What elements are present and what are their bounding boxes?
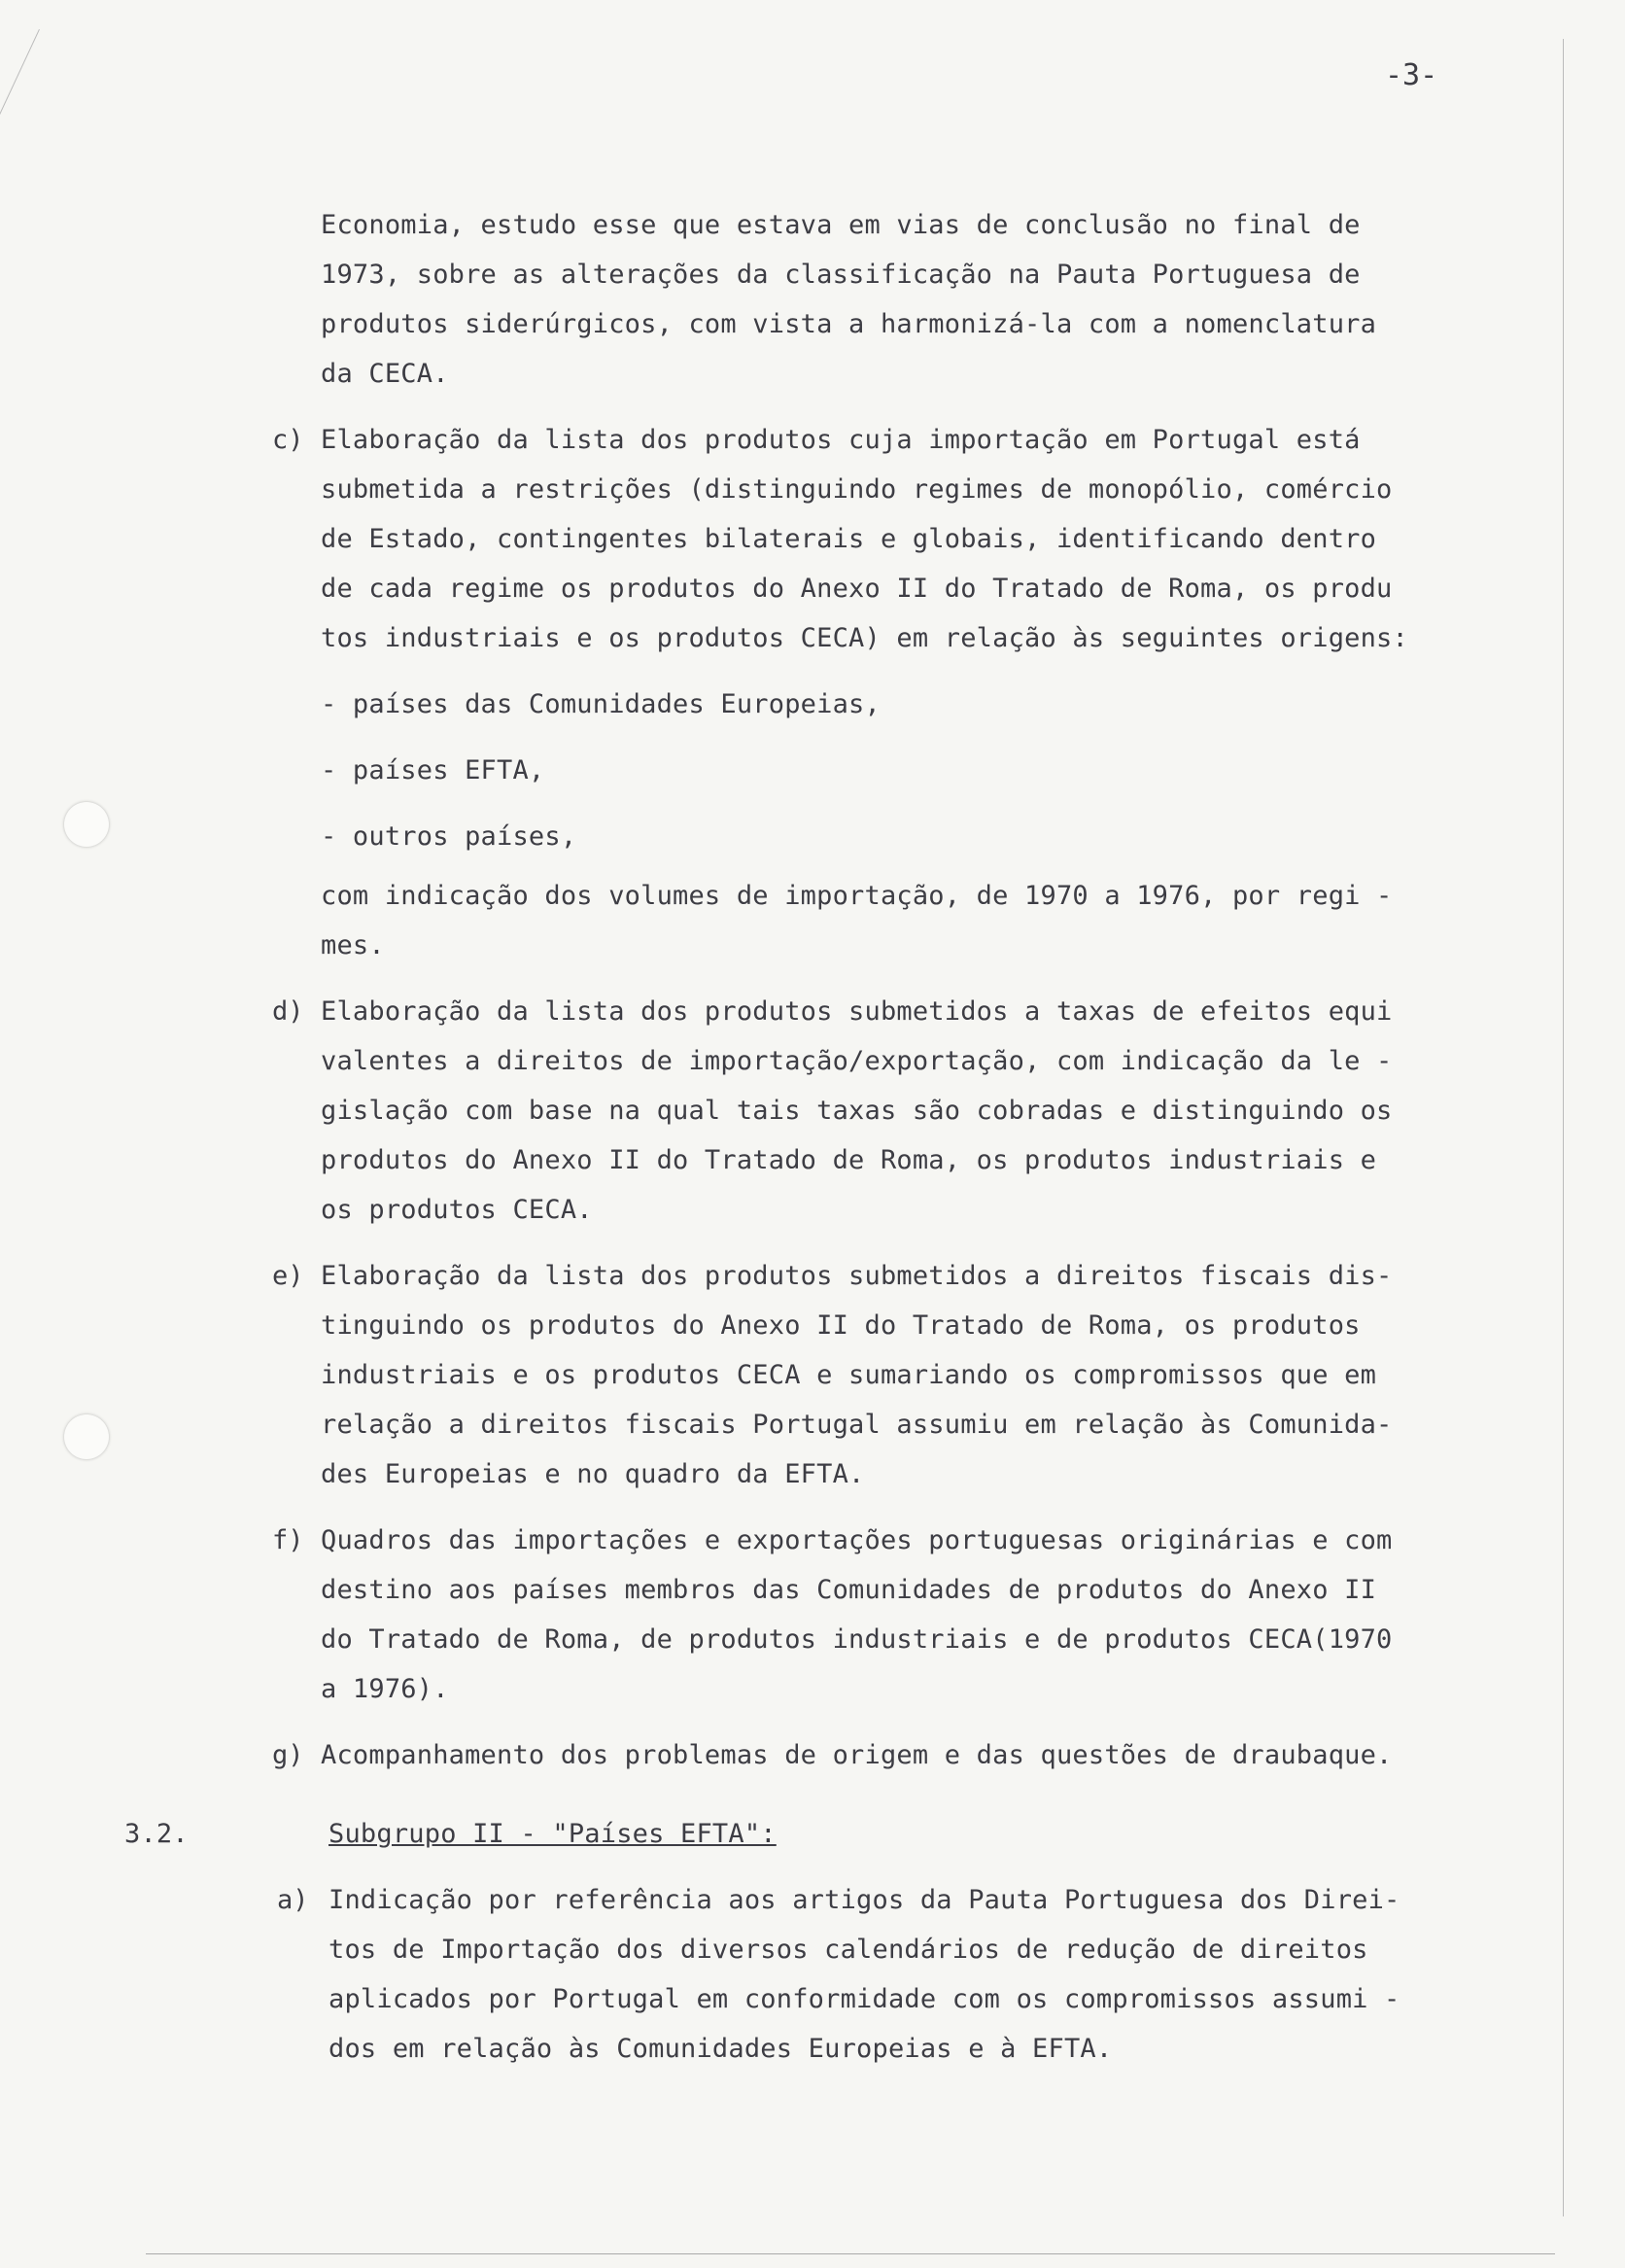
item-marker-c: c) [272, 425, 304, 455]
text-line: Elaboração da lista dos produtos submetidos a direitos fiscais dis- [321, 1261, 1393, 1291]
text-line: Economia, estudo esse que estava em vias de conclusão no final de [321, 210, 1361, 240]
text-line: Indicação por referência aos artigos da Pauta Portuguesa dos Direi- [328, 1885, 1400, 1915]
text-line: de cada regime os produtos do Anexo II do Tratado de Roma, os produ [321, 574, 1393, 604]
item-marker-g: g) [272, 1740, 304, 1770]
text-line: industriais e os produtos CECA e sumariando os compromissos que em [321, 1360, 1377, 1390]
section-title: Subgrupo II - "Países EFTA": [328, 1819, 777, 1849]
scan-bottom-line [146, 2253, 1555, 2254]
text-line: Acompanhamento dos problemas de origem e das questões de draubaque. [321, 1740, 1393, 1770]
text-line: valentes a direitos de importação/exportação, com indicação da le - [321, 1046, 1393, 1076]
text-line: relação a direitos fiscais Portugal assumiu em relação às Comunida- [321, 1410, 1393, 1440]
section-number: 3.2. [124, 1819, 189, 1849]
page-number: -3- [1385, 58, 1438, 92]
text-line: de Estado, contingentes bilaterais e globais, identificando dentro [321, 524, 1377, 554]
text-line: aplicados por Portugal em conformidade com os compromissos assumi - [328, 1984, 1400, 2014]
text-line: tos industriais e os produtos CECA) em relação às seguintes origens: [321, 623, 1408, 653]
text-line: com indicação dos volumes de importação, de 1970 a 1976, por regi - [321, 881, 1393, 911]
text-line: mes. [321, 930, 385, 960]
text-line: 1973, sobre as alterações da classificação na Pauta Portuguesa de [321, 260, 1361, 290]
scan-corner-stroke [0, 29, 40, 170]
text-line: des Europeias e no quadro da EFTA. [321, 1459, 865, 1489]
item-marker-d: d) [272, 996, 304, 1027]
list-item: - outros países, [321, 821, 577, 852]
text-line: gislação com base na qual tais taxas são cobradas e distinguindo os [321, 1096, 1393, 1126]
text-line: tinguindo os produtos do Anexo II do Tratado de Roma, os produtos [321, 1310, 1361, 1341]
text-line: os produtos CECA. [321, 1195, 593, 1225]
item-marker-a: a) [277, 1885, 309, 1915]
text-line: tos de Importação dos diversos calendários de redução de direitos [328, 1935, 1368, 1965]
text-line: Quadros das importações e exportações portuguesas originárias e com [321, 1525, 1393, 1555]
text-line: Elaboração da lista dos produtos cuja importação em Portugal está [321, 425, 1361, 455]
text-line: destino aos países membros das Comunidades de produtos do Anexo II [321, 1575, 1377, 1605]
text-line: a 1976). [321, 1674, 449, 1704]
text-line: submetida a restrições (distinguindo regimes de monopólio, comércio [321, 474, 1393, 505]
text-line: produtos do Anexo II do Tratado de Roma, os produtos industriais e [321, 1145, 1377, 1175]
text-line: do Tratado de Roma, de produtos industriais e de produtos CECA(1970 [321, 1624, 1393, 1655]
punch-hole-bottom [64, 1414, 109, 1459]
list-item: - países EFTA, [321, 755, 545, 785]
punch-hole-top [64, 802, 109, 847]
scan-edge-line [1563, 39, 1564, 2216]
item-marker-f: f) [272, 1525, 304, 1555]
text-line: da CECA. [321, 359, 449, 389]
list-item: - países das Comunidades Europeias, [321, 689, 881, 719]
text-line: Elaboração da lista dos produtos submetidos a taxas de efeitos equi [321, 996, 1393, 1027]
text-line: dos em relação às Comunidades Europeias e à EFTA. [328, 2034, 1113, 2064]
item-marker-e: e) [272, 1261, 304, 1291]
text-line: produtos siderúrgicos, com vista a harmonizá-la com a nomenclatura [321, 309, 1377, 339]
